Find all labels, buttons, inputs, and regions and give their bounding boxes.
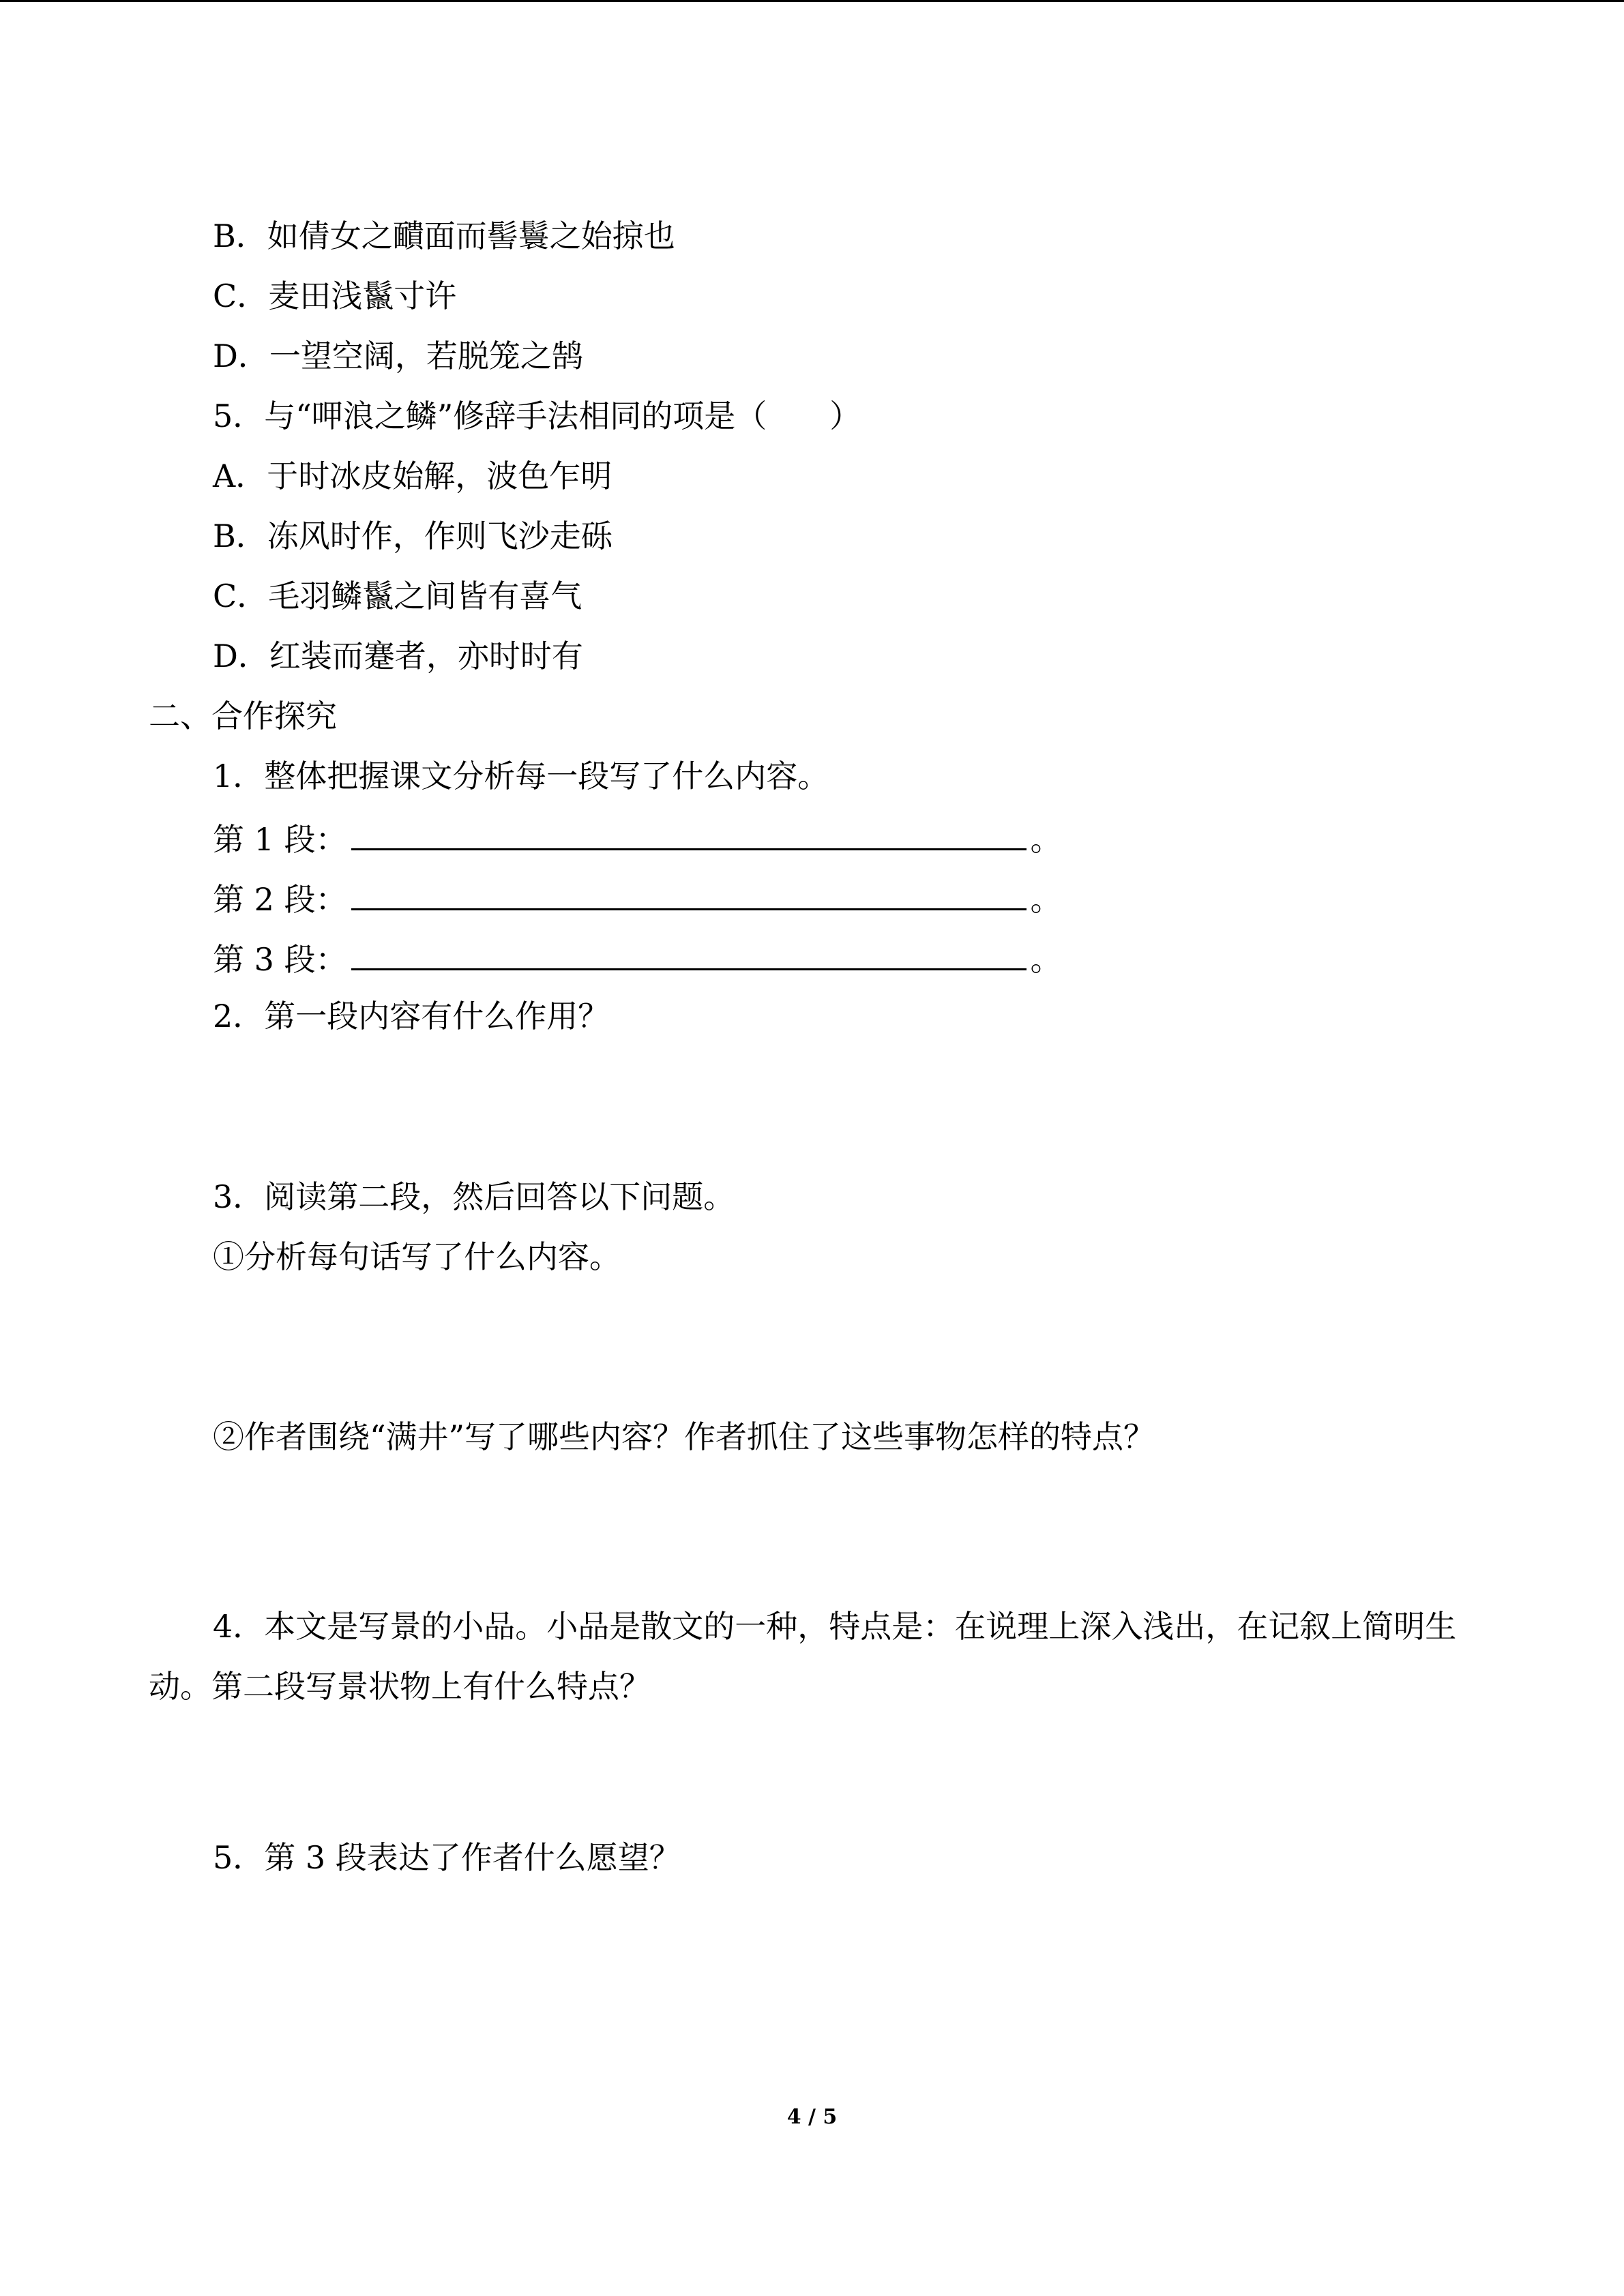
coop-question-3-part-2: ②作者围绕“满井”写了哪些内容？作者抓住了这些事物怎样的特点？ xyxy=(213,1418,1155,1455)
q5-option-a: A．于时冰皮始解，波色乍明 xyxy=(213,458,612,494)
page-number: 4 / 5 xyxy=(786,2105,838,2129)
coop-question-2: 2．第一段内容有什么作用？ xyxy=(213,998,610,1034)
q4-option-b: B．如倩女之靧面而髻鬟之始掠也 xyxy=(213,218,675,254)
q4-option-d: D．一望空阔，若脱笼之鹄 xyxy=(213,338,583,374)
paragraph-2-blank[interactable] xyxy=(351,876,1027,910)
question-5: 5．与“呷浪之鳞”修辞手法相同的项是（ ） xyxy=(213,398,861,434)
paragraph-3-blank[interactable] xyxy=(351,936,1027,970)
paragraph-2-label: 第 2 段： xyxy=(213,881,347,918)
paragraph-2-answer-line xyxy=(213,876,1062,916)
paragraph-3-answer-line xyxy=(213,936,1062,976)
q4-option-c: C．麦田浅鬣寸许 xyxy=(213,278,457,314)
section-heading-cooperative-inquiry: 二、合作探究 xyxy=(149,698,337,734)
coop-question-5: 5．第 3 段表达了作者什么愿望？ xyxy=(213,1839,681,1876)
paragraph-2-period: 。 xyxy=(1030,881,1062,918)
q5-option-c: C．毛羽鳞鬣之间皆有喜气 xyxy=(213,578,582,614)
q5-option-d: D．红装而蹇者，亦时时有 xyxy=(213,638,583,674)
paragraph-3-period: 。 xyxy=(1030,941,1062,978)
q5-option-b: B．冻风时作，作则飞沙走砾 xyxy=(213,518,612,554)
paragraph-1-label: 第 1 段： xyxy=(213,821,347,858)
coop-question-3-part-1: ①分析每句话写了什么内容。 xyxy=(213,1238,621,1275)
paragraph-1-answer-line xyxy=(213,816,1062,856)
top-border-rule xyxy=(0,0,1624,2)
paragraph-1-blank[interactable] xyxy=(351,816,1027,850)
coop-question-4: 4．本文是写景的小品。小品是散文的一种，特点是：在说理上深入浅出，在记叙上简明生动。第二段写景状物上有什么特点？ xyxy=(149,1608,1457,1705)
paragraph-3-label: 第 3 段： xyxy=(213,941,347,978)
coop-question-3: 3．阅读第二段，然后回答以下问题。 xyxy=(213,1178,735,1215)
coop-question-1: 1．整体把握课文分析每一段写了什么内容。 xyxy=(213,758,829,794)
paragraph-1-period: 。 xyxy=(1030,821,1062,858)
